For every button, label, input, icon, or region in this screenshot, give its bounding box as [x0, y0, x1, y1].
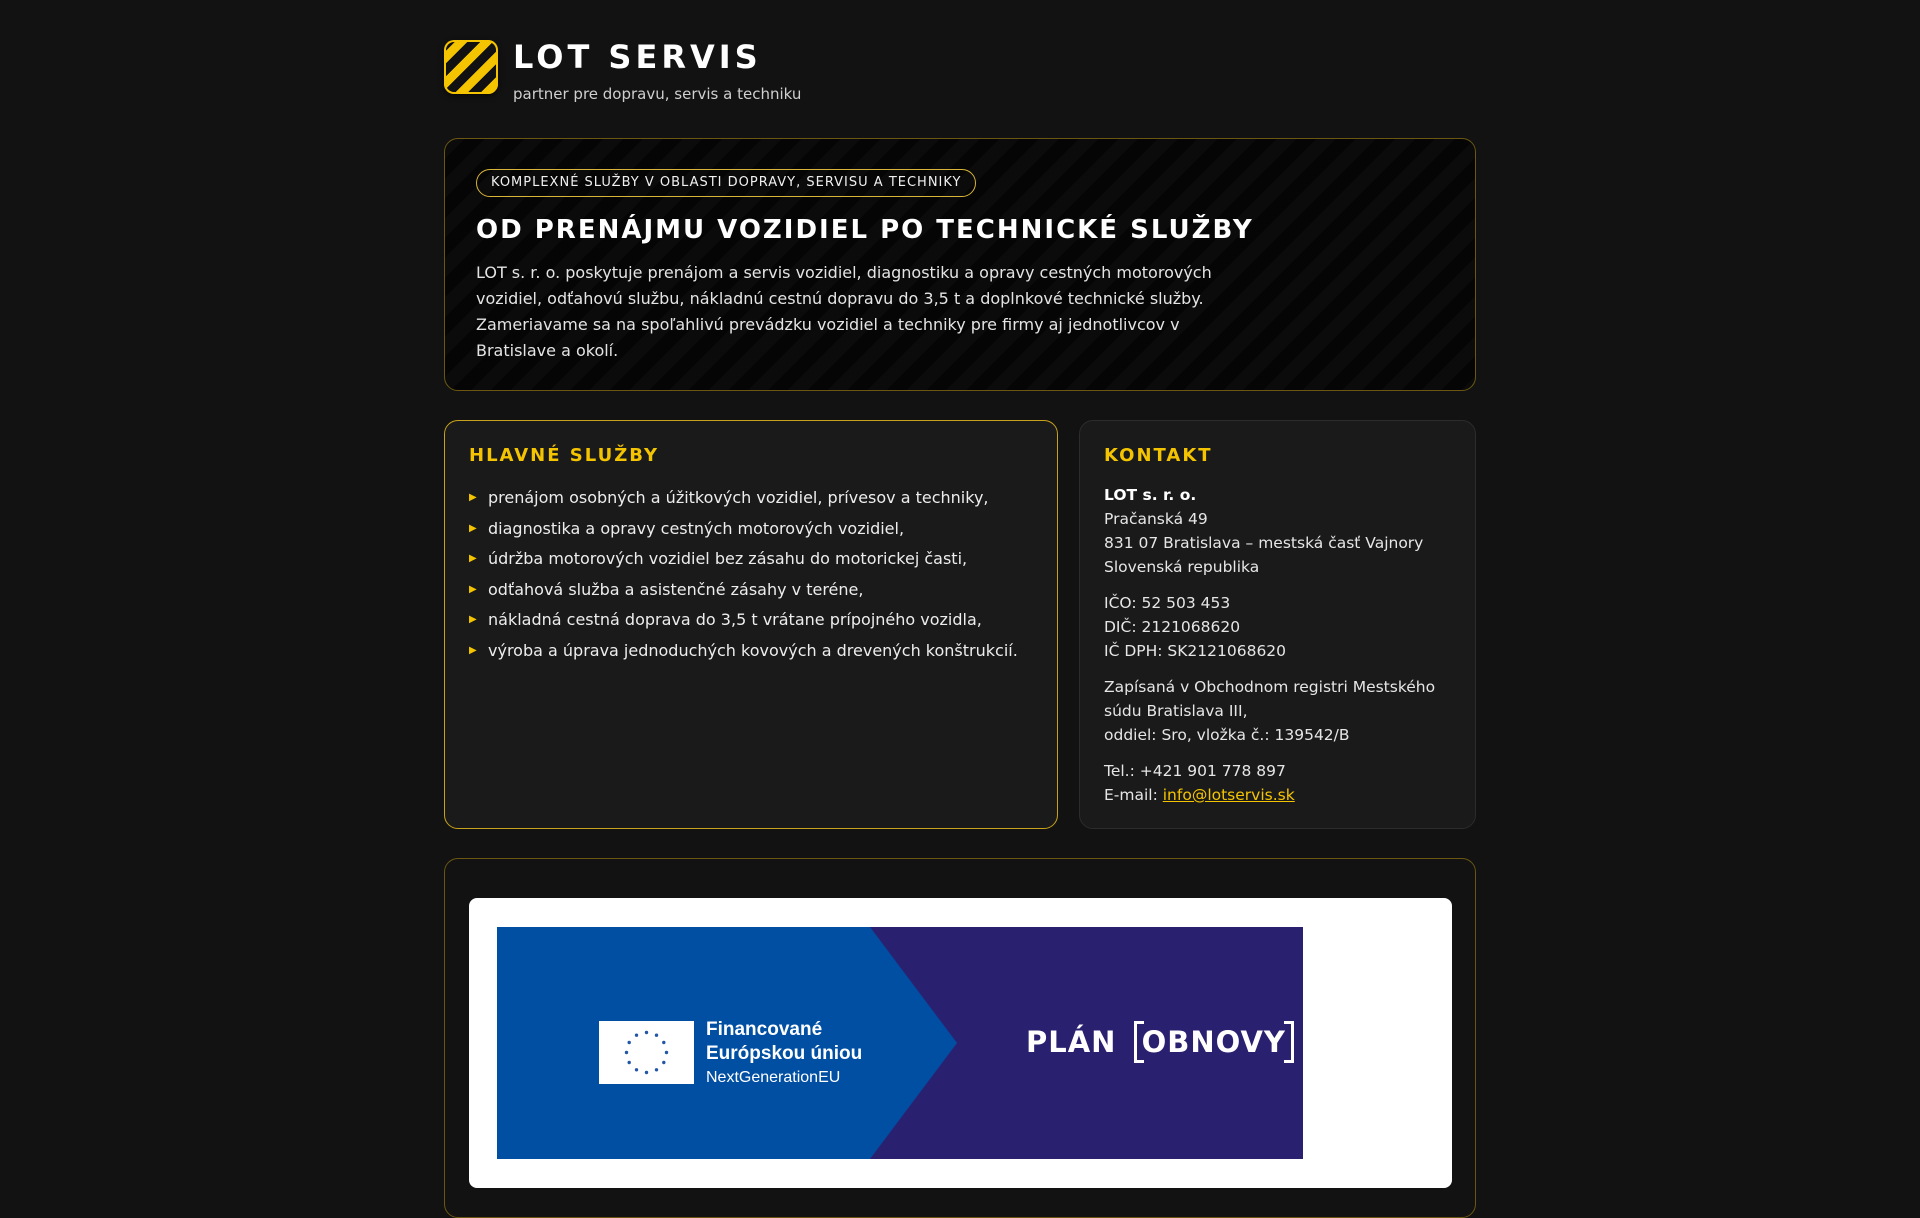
address-country: Slovenská republika: [1104, 558, 1260, 576]
dic-value: DIČ: 2121068620: [1104, 618, 1241, 636]
eu-funding-text: [706, 1018, 862, 1090]
icdph-value: IČ DPH: SK2121068620: [1104, 642, 1287, 660]
list-item: [469, 483, 1039, 514]
plan-word: PLÁN: [1026, 1025, 1117, 1059]
triangle-right-icon: ▶: [469, 583, 477, 595]
service-text: diagnostika a opravy cestných motorových vozidiel,: [488, 518, 905, 538]
list-item: [469, 544, 1039, 575]
eu-flag-icon: [599, 1021, 694, 1084]
registry-line: Zapísaná v Obchodnom registri Mestského: [1104, 678, 1436, 696]
ico-value: IČO: 52 503 453: [1104, 594, 1231, 612]
services-title: HLAVNÉ SLUŽBY: [469, 445, 660, 466]
list-item: [469, 605, 1039, 636]
hero-text-line: Bratislave a okolí.: [476, 341, 619, 360]
phone-number: Tel.: +421 901 778 897: [1104, 762, 1286, 780]
hero-text-line: vozidiel, odťahovú službu, nákladnú cestnú dopravu do 3,5 t a doplnkové technické služby.: [476, 289, 1204, 308]
service-text: výroba a úprava jednoduchých kovových a drevených konštrukcií.: [488, 640, 1018, 660]
address-city: 831 07 Bratislava – mestská časť Vajnory: [1104, 534, 1424, 552]
funding-section: [444, 858, 1476, 1218]
hero-text-line: Zameriavame sa na spoľahlivú prevádzku vozidiel a techniky pre firmy aj jednotlivcov v: [476, 315, 1180, 334]
triangle-right-icon: ▶: [469, 644, 477, 656]
eu-line-2: Európskou úniou: [706, 1043, 863, 1064]
list-item: [469, 575, 1039, 606]
contact-card: [1079, 420, 1476, 829]
hero-title: OD PRENÁJMU VOZIDIEL PO TECHNICKÉ SLUŽBY: [476, 215, 1254, 245]
contact-title: KONTAKT: [1104, 445, 1213, 466]
email-row: [1104, 783, 1464, 807]
list-item: [469, 514, 1039, 545]
hero-badge: KOMPLEXNÉ SLUŽBY V OBLASTI DOPRAVY, SERVISU A TECHNIKY: [476, 169, 976, 197]
address-street: Pračanská 49: [1104, 510, 1208, 528]
triangle-right-icon: ▶: [469, 492, 477, 503]
contact-details: [1104, 483, 1464, 807]
services-list: [469, 483, 1039, 667]
site-header: [444, 40, 1144, 110]
services-card: [444, 420, 1058, 829]
eu-line-3: NextGenerationEU: [706, 1069, 841, 1086]
plan-obnovy-logo: [1026, 1025, 1294, 1059]
eu-stars: [625, 1031, 668, 1074]
hero-text-line: LOT s. r. o. poskytuje prenájom a servis vozidiel, diagnostiku a opravy cestných motorových: [476, 263, 1212, 282]
site-title[interactable]: LOT SERVIS: [513, 38, 762, 76]
triangle-right-icon: ▶: [469, 553, 477, 565]
company-name: LOT s. r. o.: [1104, 486, 1197, 504]
service-text: prenájom osobných a úžitkových vozidiel, prívesov a techniky,: [488, 488, 989, 507]
hero-section: [444, 138, 1476, 391]
registry-line: oddiel: Sro, vložka č.: 139542/B: [1104, 726, 1350, 744]
service-text: odťahová služba a asistenčné zásahy v teréne,: [488, 579, 864, 599]
eu-line-1: Financované: [706, 1019, 823, 1040]
hazard-stripes-icon[interactable]: [444, 40, 498, 94]
site-subtitle: partner pre dopravu, servis a techniku: [513, 85, 802, 103]
email-label: E-mail:: [1104, 786, 1163, 804]
triangle-right-icon: ▶: [469, 522, 477, 534]
eu-flag-stars: [599, 1021, 694, 1084]
triangle-right-icon: ▶: [469, 614, 477, 626]
hero-description: [476, 260, 1236, 364]
service-text: nákladná cestná doprava do 3,5 t vrátane prípojného vozidla,: [488, 610, 982, 630]
list-item: [469, 636, 1039, 667]
registry-line: súdu Bratislava III,: [1104, 702, 1248, 720]
obnovy-word: OBNOVY: [1134, 1025, 1294, 1059]
service-text: údržba motorových vozidiel bez zásahu do motorickej časti,: [488, 549, 968, 569]
email-link[interactable]: info@lotservis.sk: [1162, 786, 1295, 804]
funding-banner: [469, 898, 1452, 1188]
